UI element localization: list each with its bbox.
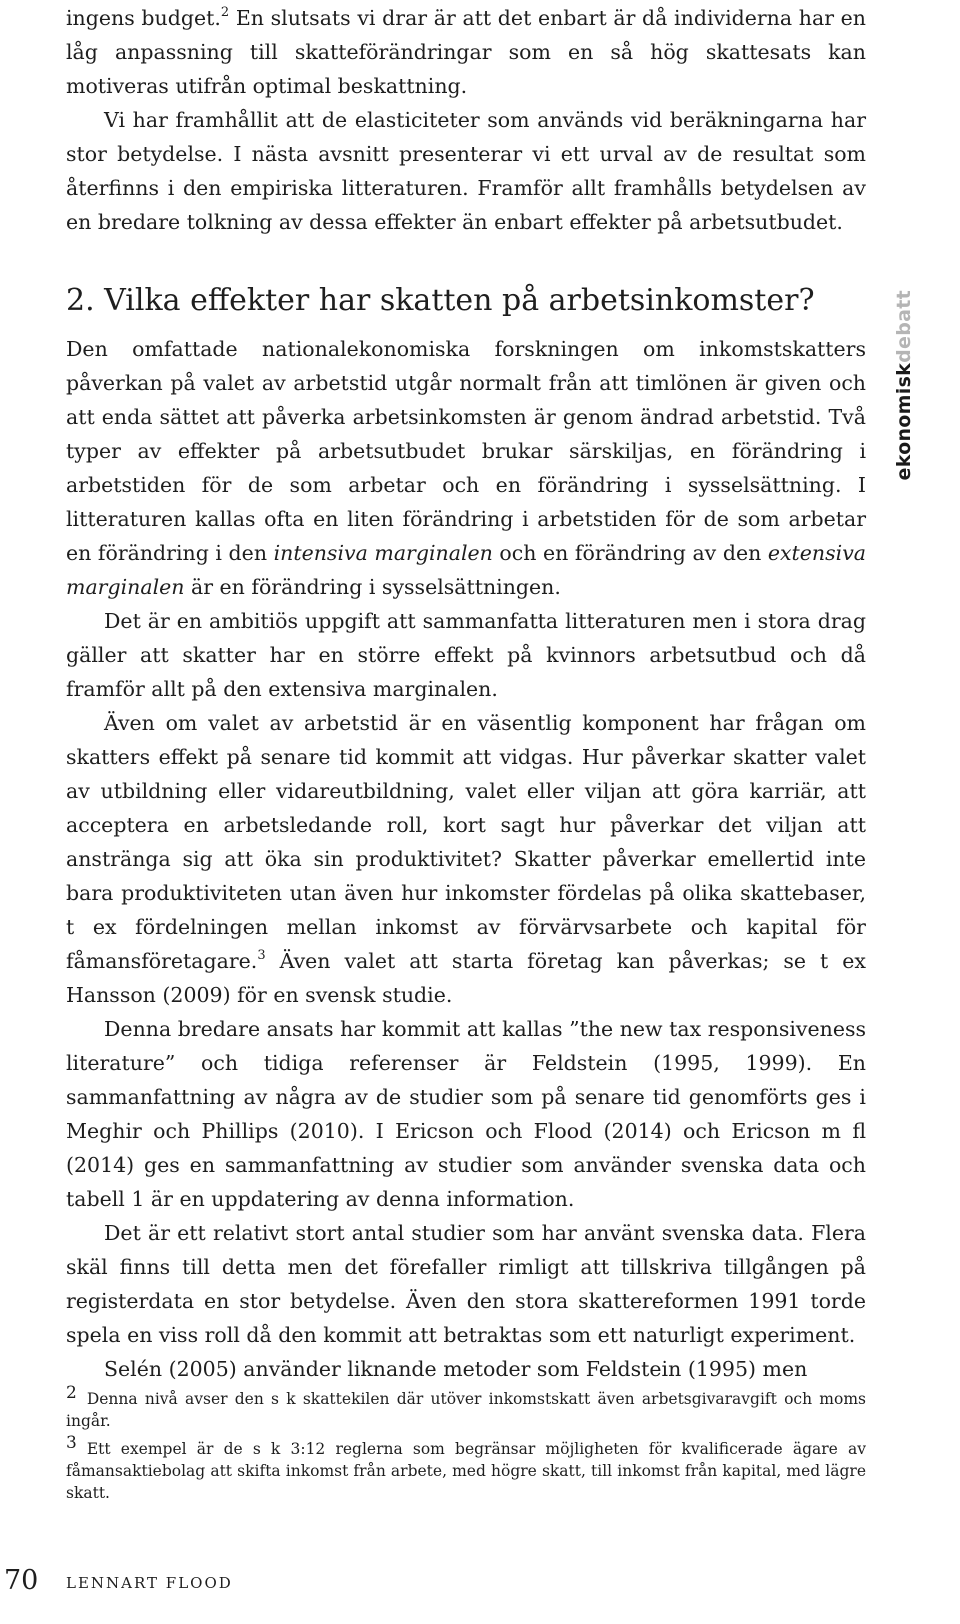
footnote xyxy=(66,1383,866,1432)
paragraph: Selén (2005) använder liknande metoder som Feldstein (1995) men xyxy=(104,1357,808,1381)
intro-text xyxy=(66,1,866,239)
footnote xyxy=(66,1433,866,1504)
paragraph-text: Den omfattade nationalekonomiska forskningen om inkomstskatters påverkan på valet av arbetstid utgår normalt från att timlönen är given och att enda sättet att påverka arbetsinkomsten är genom ändrad arbetstid. Två typer av effekter på arbetsutbudet brukar särskiljas, en förändring i arbetstiden för de som arbetar och en förändring i sysselsättning. I litteraturen kallas ofta en liten förändring i arbetstiden för de som arbetar en förändring i den xyxy=(66,337,866,565)
footnote-text: Denna nivå avser den s k skattekilen där utöver inkomstskatt även arbetsgivaravgift och moms ingår. xyxy=(66,1390,866,1430)
emphasis-term: intensiva marginalen xyxy=(273,541,493,565)
footnote-number: 2 xyxy=(66,1383,77,1403)
paragraph-text: En slutsats vi drar är att det enbart är då individerna har en låg anpassning till skatteförändringar som en så hög skattesats kan motiveras utifrån optimal beskattning. xyxy=(66,6,867,98)
footnotes xyxy=(66,1383,866,1510)
paragraph-text: ingens budget. xyxy=(66,6,221,30)
paragraph-text: Även om valet av arbetstid är en väsentlig komponent har frågan om skatters effekt på senare tid kommit att vidgas. Hur påverkar skatter valet av utbildning eller vidareutbildning, valet eller viljan att göra karriär, att acceptera en arbetsledande roll, kort sagt hur påverkar det viljan att anstränga sig att öka sin produktivitet? Skatter påverkar emellertid inte bara produktiviteten utan även hur inkomster fördelas på olika skattebaser, t ex fördelningen mellan inkomst av förvärvsarbete och kapital för fåmansföretagare. xyxy=(66,711,866,973)
section-body xyxy=(66,332,866,1386)
paragraph-text: Även valet att starta företag kan påverkas; se t ex Hansson (2009) för en svensk studie. xyxy=(66,949,866,1007)
paragraph-text: är en förändring i sysselsättningen. xyxy=(184,575,561,599)
footnote-ref[interactable]: 2 xyxy=(220,5,230,20)
footnote-text: Ett exempel är de s k 3:12 reglerna som begränsar möjligheten för kvalificerade ägare av fåmansaktiebolag att skifta inkomst från arbete, med högre skatt, till inkomst från kapital, med lägre skatt. xyxy=(66,1440,866,1502)
page-number: 70 xyxy=(4,1565,39,1596)
paragraph xyxy=(66,332,866,604)
journal-logo xyxy=(893,290,915,480)
paragraph-text: och en förändring av den xyxy=(492,541,768,565)
paragraph: Det är ett relativt stort antal studier som har använt svenska data. Flera skäl finns till detta men det förefaller rimligt att tillskriva tillgången på registerdata en stor betydelse. Även den stora skattereformen 1991 torde spela en viss roll då den kommit att betraktas som ett naturligt experiment. xyxy=(66,1221,866,1347)
emphasis-term: extensiva marginalen xyxy=(66,541,867,599)
section-heading: 2. Vilka effekter har skatten på arbetsinkomster? xyxy=(66,283,815,318)
paragraph: Vi har framhållit att de elasticiteter som används vid beräkningarna har stor betydelse. I nästa avsnitt presenterar vi ett urval av de resultat som återfinns i den empiriska litteraturen. Framför allt framhålls betydelsen av en bredare tolkning av dessa effekter än enbart effekter på arbetsutbudet. xyxy=(66,108,866,234)
paragraph: Denna bredare ansats har kommit att kallas ”the new tax responsiveness literature” och tidiga referenser är Feldstein (1995, 1999). En sammanfattning av några av de studier som på senare tid genomförts ges i Meghir och Phillips (2010). I Ericson och Flood (2014) och Ericson m fl (2014) ges en sammanfattning av studier som använder svenska data och tabell 1 är en uppdatering av denna information. xyxy=(66,1017,866,1211)
paragraph: Det är en ambitiös uppgift att sammanfatta litteraturen men i stora drag gäller att skatter har en större effekt på kvinnors arbetsutbud och då framför allt på den extensiva marginalen. xyxy=(66,609,866,701)
footnote-ref[interactable]: 3 xyxy=(257,948,266,963)
journal-name-part: debatt xyxy=(893,290,915,363)
footnote-number: 3 xyxy=(66,1433,77,1453)
paragraph xyxy=(66,1,866,103)
paragraph xyxy=(66,706,866,1012)
journal-name-part: ekonomisk xyxy=(893,362,915,481)
running-footer-author: LENNART FLOOD xyxy=(66,1574,233,1592)
